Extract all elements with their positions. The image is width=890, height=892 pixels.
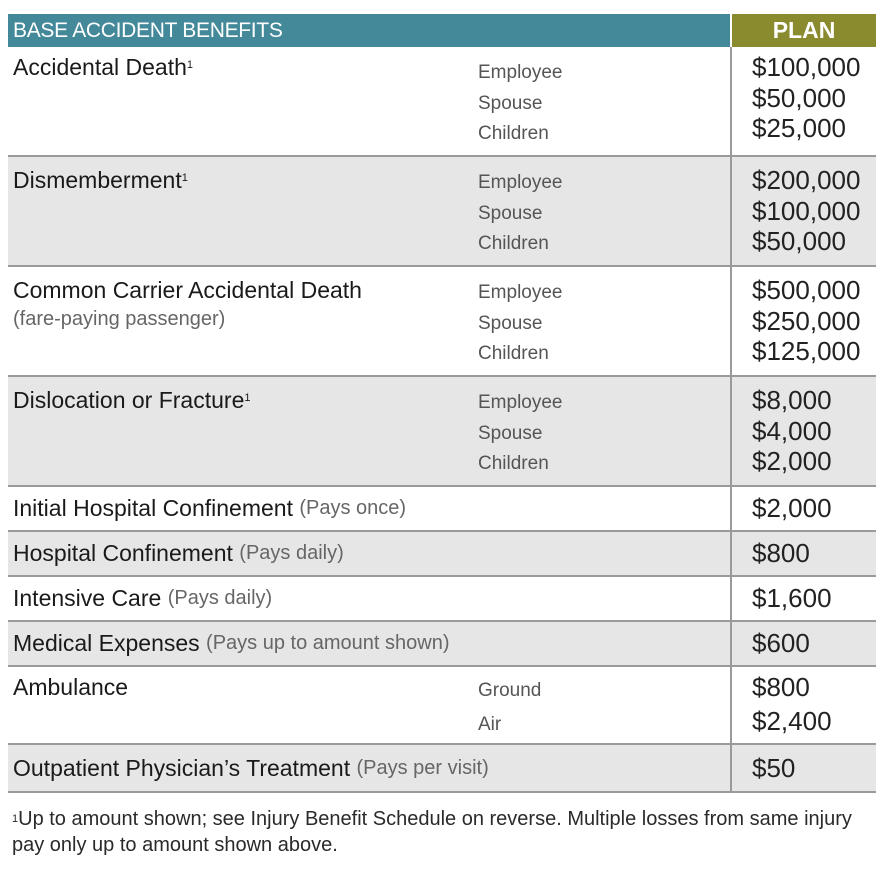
table-row [8, 377, 876, 487]
plan-values: $100,000 $50,000 $25,000 [730, 47, 876, 155]
benefit-name: Ambulance [13, 674, 129, 700]
table-header [8, 14, 876, 47]
benefits-table [8, 14, 876, 793]
plan-value: $800 [730, 532, 876, 575]
benefit-name: Accidental Death$^1$ [13, 54, 194, 80]
table-row [8, 745, 876, 793]
plan-values: $200,000 $100,000 $50,000 [730, 157, 876, 265]
coverage-labels: Ground Air [478, 680, 542, 735]
benefit-name: Initial Hospital Confinement (Pays once) [13, 495, 407, 521]
table-row [8, 47, 876, 157]
table-row [8, 667, 876, 745]
table-row [8, 267, 876, 377]
table-row [8, 487, 876, 532]
coverage-labels: Employee Spouse Children [478, 282, 563, 364]
benefit-name: Outpatient Physician’s Treatment (Pays per visit) [13, 754, 489, 781]
table-row [8, 157, 876, 267]
coverage-labels: Employee Spouse Children [478, 62, 563, 144]
benefit-name: Dislocation or Fracture$^1$ [13, 387, 251, 413]
benefit-name: Common Carrier Accidental Death (fare-paying passenger) [8, 267, 478, 375]
coverage-labels: Employee Spouse Children [478, 172, 563, 254]
benefit-name: Dismemberment$^1$ [13, 167, 188, 193]
footnote: $^1$Up to amount shown; see Injury Benefit Schedule on reverse. Multiple losses from same injury pay only up to amount shown above. [12, 808, 852, 856]
benefit-subline: (fare-paying passenger) [13, 308, 226, 330]
table-row [8, 577, 876, 622]
coverage-labels: Employee Spouse Children [478, 392, 563, 474]
plan-values: $8,000 $4,000 $2,000 [730, 377, 876, 485]
plan-value: $1,600 [730, 577, 876, 620]
header-plan: PLAN [730, 14, 876, 47]
plan-values: $800 $2,400 [730, 667, 876, 743]
benefit-name: Intensive Care (Pays daily) [13, 585, 273, 611]
header-title: BASE ACCIDENT BENEFITS [8, 14, 730, 47]
table-row [8, 532, 876, 577]
plan-value: $2,000 [730, 487, 876, 530]
plan-value: $600 [730, 622, 876, 665]
table-row [8, 622, 876, 667]
benefit-name: Hospital Confinement (Pays daily) [13, 540, 344, 566]
plan-values: $500,000 $250,000 $125,000 [730, 267, 876, 375]
benefit-name: Medical Expenses (Pays up to amount shown) [13, 630, 450, 656]
plan-value: $50 [730, 745, 876, 791]
